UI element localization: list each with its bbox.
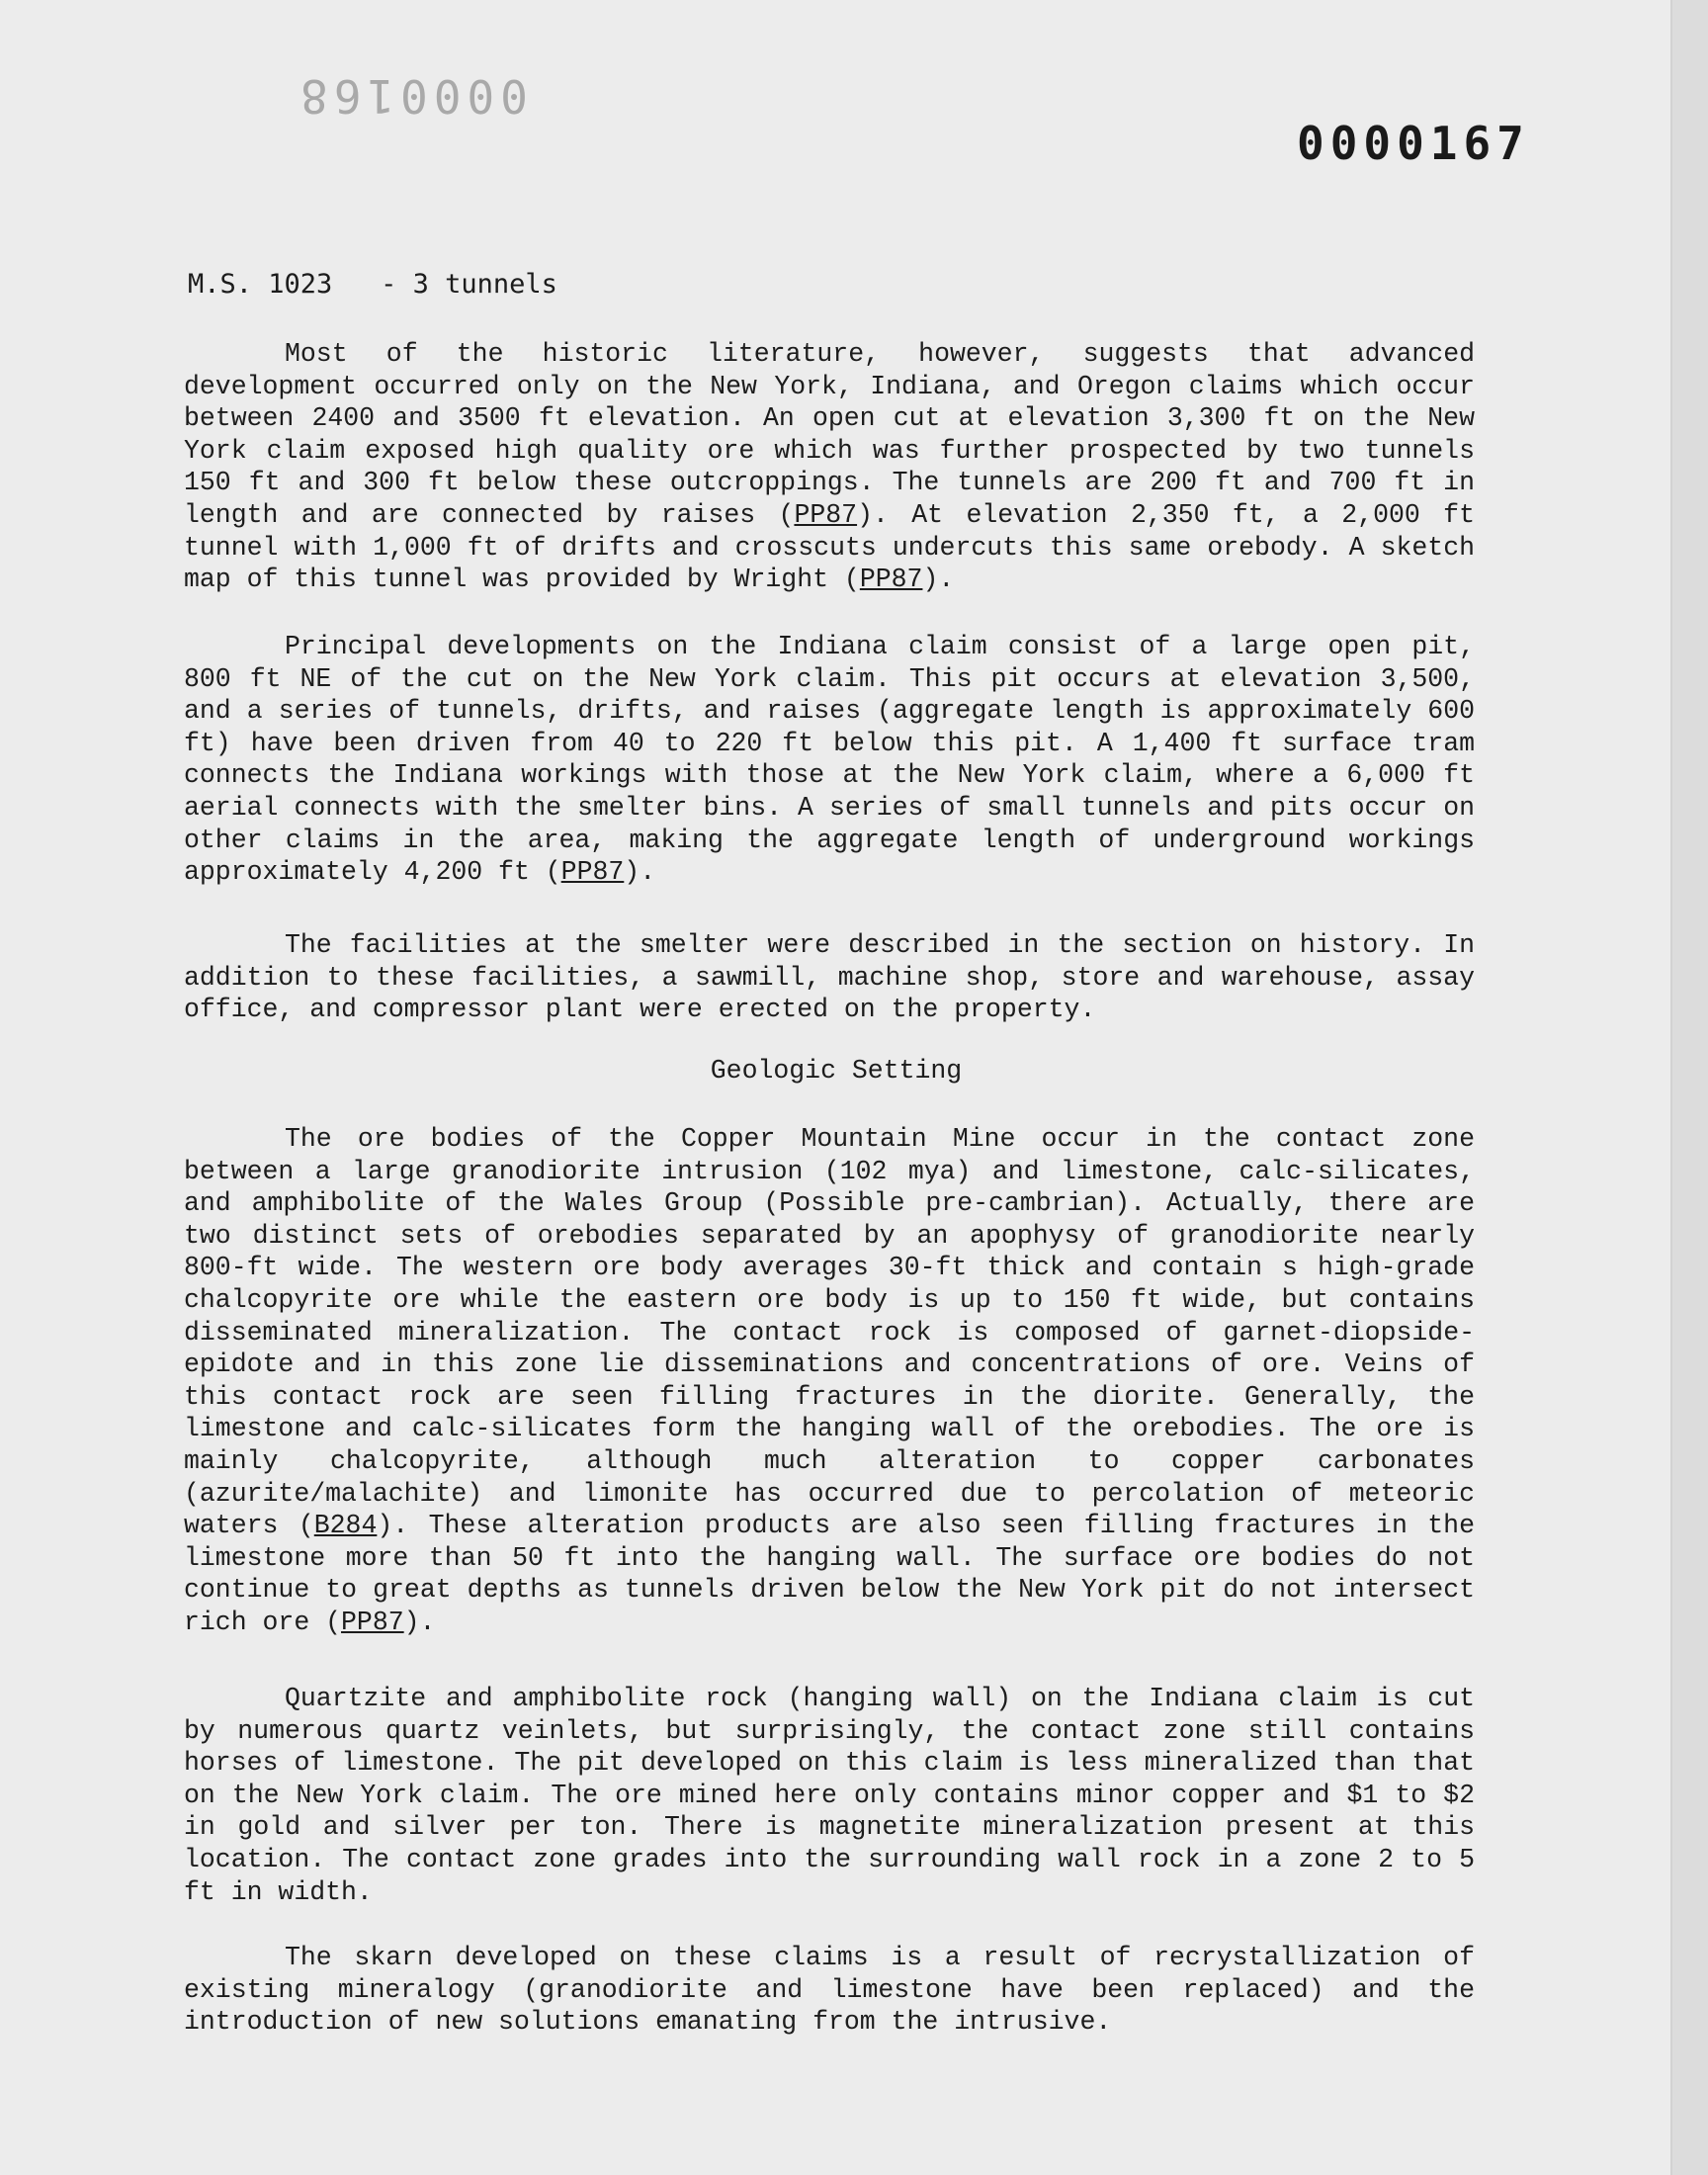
paragraph-developments-indiana [184,631,1475,889]
faded-page-stamp: 0000168 [295,69,528,123]
paragraph-skarn [184,1942,1475,2039]
ms-number: M.S. 1023 [188,269,333,300]
paragraph-developments-new-york [184,338,1475,596]
paragraph-text: ). At elevation 2,350 ft, a 2,000 ft tunnel with 1,000 ft of drifts and crosscuts undercuts this same orebody. A sketch map of this tunnel was provided by Wright ( [184,499,1475,595]
section-heading-geologic-setting: Geologic Setting [710,1056,963,1086]
paragraph-text: The skarn developed on these claims is a result of recrystallization of existing mineralogy (granodiorite and limestone have been replaced) and the introduction of new solutions emanating from the intrusive. [184,1943,1475,2038]
scan-margin [1672,0,1708,2175]
paragraph-text: The facilities at the smelter were described in the section on history. In addition to these facilities, a sawmill, machine shop, store and warehouse, assay office, and compressor plant were erected on the property. [184,930,1475,1025]
document-header [188,269,557,300]
paragraph-text: ). [403,1607,436,1637]
citation-pp87: PP87 [794,499,858,530]
paragraph-text: ). These alteration products are also seen filling fractures in the limestone more than 50 ft into the hanging wall. The surface ore bodies do not continue to great depths as tunnels driven below the New York pit do not intersect rich ore ( [184,1511,1475,1637]
paragraph-text: ). [624,857,656,888]
citation-pp87: PP87 [859,565,923,595]
paragraph-text: Quartzite and amphibolite rock (hanging wall) on the Indiana claim is cut by numerous quartz veinlets, but surprisingly, the contact zone still contains horses of limestone. The pit developed on this claim is less mineralized than that on the New York claim. The ore mined here only contains minor copper and $1 to $2 in gold and silver per ton. There is magnetite mineralization present at this location. The contact zone grades into the surrounding wall rock in a zone 2 to 5 ft in width. [184,1684,1475,1907]
paragraph-text: The ore bodies of the Copper Mountain Mine occur in the contact zone between a large granodiorite intrusion (102 mya) and limestone, calc-silicates, and amphibolite of the Wales Group (Possible pre-cambrian). Actually, there are two distinct sets of orebodies separated by an apophysy of granodiorite nearly 800-ft wide. The western ore body averages 30-ft thick and contain s high-grade chalcopyrite ore while the eastern ore body is up to 150 ft wide, but contains disseminated mineralization. The contact rock is composed of garnet-diopside-epidote and in this zone lie disseminations and concentrations of ore. Veins of this contact rock are seen filling fractures in the diorite. Generally, the limestone and calc-silicates form the hanging wall of the orebodies. The ore is mainly chalcopyrite, although much alteration to copper carbonates (azurite/malachite) and limonite has occurred due to percolation of meteoric waters ( [184,1124,1475,1541]
header-note: - 3 tunnels [381,269,557,300]
paragraph-text: Most of the historic literature, however, suggests that advanced development occurred only on the New York, Indiana, and Oregon claims which occur between 2400 and 3500 ft elevation. An open cut at elevation 3,300 ft on the New York claim exposed high quality ore which was further prospected by two tunnels 150 ft and 300 ft below these outcroppings. The tunnels are 200 ft and 700 ft in length and are connected by raises ( [184,339,1475,530]
citation-pp87: PP87 [341,1607,404,1637]
paragraph-facilities [184,929,1475,1026]
paragraph-ore-bodies [184,1123,1475,1639]
paragraph-text: ). [922,565,955,595]
citation-pp87: PP87 [560,857,625,888]
paragraph-quartzite-amphibolite [184,1683,1475,1908]
citation-b284: B284 [313,1511,378,1541]
paragraph-text: Principal developments on the Indiana claim consist of a large open pit, 800 ft NE of the cut on the New York claim. This pit occurs at elevation 3,500, and a series of tunnels, drifts, and raises (aggregate length is approximately 600 ft) have been driven from 40 to 220 ft below this pit. A 1,400 ft surface tram connects the Indiana workings with those at the New York claim, where a 6,000 ft aerial connects with the smelter bins. A series of small tunnels and pits occur on other claims in the area, making the aggregate length of underground workings approximately 4,200 ft ( [184,632,1475,888]
page-number-stamp: 0000167 [1297,117,1530,170]
